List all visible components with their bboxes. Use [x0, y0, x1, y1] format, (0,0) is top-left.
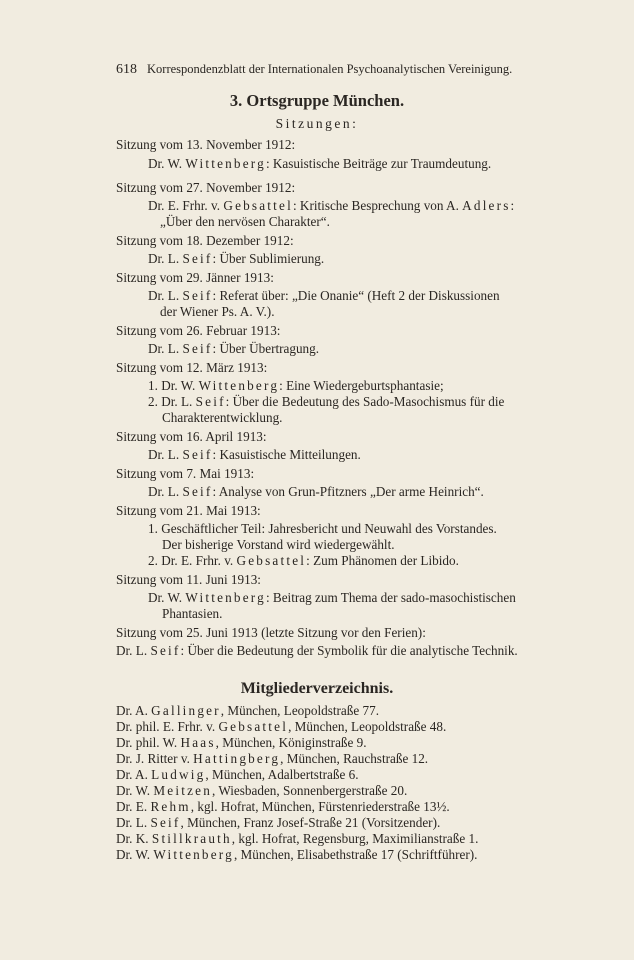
session-item-continued: Charakterentwicklung.: [162, 410, 283, 425]
session-date: Sitzung vom 11. Juni 1913:: [116, 572, 261, 587]
session-talk-continued: der Wiener Ps. A. V.).: [160, 304, 275, 319]
session-talk-continued: Phantasien.: [162, 606, 223, 621]
member-entry: Dr. K. Stillkrauth, kgl. Hofrat, Regensburg, Maximilianstraße 1.: [116, 831, 479, 846]
session-date: Sitzung vom 29. Jänner 1913:: [116, 270, 274, 285]
sessions-title: Sitzungen:: [275, 116, 359, 131]
session-talk: Dr. L. Seif: Über die Bedeutung der Symbolik für die analytische Technik.: [116, 643, 518, 658]
running-title: Korrespondenzblatt der Internationalen Psychoanalytischen Vereinigung.: [147, 62, 513, 76]
session-item: 1. Dr. W. Wittenberg: Eine Wiedergeburtsphantasie;: [148, 378, 444, 393]
session-date: Sitzung vom 21. Mai 1913:: [116, 503, 261, 518]
running-header: [116, 62, 512, 78]
member-entry: Dr. phil. W. Haas, München, Königinstraße 9.: [116, 735, 367, 750]
session-talk: Dr. W. Wittenberg: Beitrag zum Thema der sado-masochistischen: [148, 590, 516, 605]
section-title: 3. Ortsgruppe München.: [229, 91, 405, 110]
session-date: Sitzung vom 26. Februar 1913:: [116, 323, 281, 338]
member-entry: Dr. J. Ritter v. Hattingberg, München, Rauchstraße 12.: [116, 751, 429, 766]
member-entry: Dr. W. Wittenberg, München, Elisabethstraße 17 (Schriftführer).: [116, 847, 478, 862]
session-item-continued: Der bisherige Vorstand wird wiedergewählt.: [162, 537, 395, 552]
session-date: Sitzung vom 16. April 1913:: [116, 429, 267, 444]
session-item: 2. Dr. L. Seif: Über die Bedeutung des Sado-Masochismus für die: [148, 394, 505, 409]
member-entry: Dr. A. Gallinger, München, Leopoldstraße 77.: [116, 703, 379, 718]
member-entry: Dr. phil. E. Frhr. v. Gebsattel, München, Leopoldstraße 48.: [116, 719, 447, 734]
session-item: 2. Dr. E. Frhr. v. Gebsattel: Zum Phänomen der Libido.: [148, 553, 459, 568]
members-title: Mitgliederverzeichnis.: [240, 680, 394, 697]
session-date: Sitzung vom 13. November 1912:: [116, 137, 296, 152]
session-talk-continued: „Über den nervösen Charakter“.: [160, 214, 330, 229]
session-item: 1. Geschäftlicher Teil: Jahresbericht und Neuwahl des Vorstandes.: [148, 521, 497, 536]
member-entry: Dr. W. Meitzen, Wiesbaden, Sonnenbergerstraße 20.: [116, 783, 408, 798]
session-date: Sitzung vom 7. Mai 1913:: [116, 466, 255, 481]
session-date: Sitzung vom 18. Dezember 1912:: [116, 233, 294, 248]
session-date: Sitzung vom 27. November 1912:: [116, 180, 296, 195]
session-talk: Dr. L. Seif: Kasuistische Mitteilungen.: [148, 447, 361, 462]
session-talk: Dr. E. Frhr. v. Gebsattel: Kritische Besprechung von A. Adlers:: [148, 198, 515, 213]
session-talk: Dr. L. Seif: Über Übertragung.: [148, 341, 320, 356]
member-entry: Dr. E. Rehm, kgl. Hofrat, München, Fürstenriederstraße 13½.: [116, 799, 450, 814]
session-date: Sitzung vom 12. März 1913:: [116, 360, 268, 375]
member-entry: Dr. L. Seif, München, Franz Josef-Straße 21 (Vorsitzender).: [116, 815, 441, 830]
session-talk: Dr. L. Seif: Analyse von Grun-Pfitzners „Der arme Heinrich“.: [148, 484, 484, 499]
session-talk: Dr. L. Seif: Referat über: „Die Onanie“ (Heft 2 der Diskussionen: [148, 288, 500, 303]
session-talk: Dr. L. Seif: Über Sublimierung.: [148, 251, 325, 266]
session-talk: Dr. W. Wittenberg: Kasuistische Beiträge zur Traumdeutung.: [148, 156, 492, 171]
page-number: 618: [116, 62, 137, 77]
session-date: Sitzung vom 25. Juni 1913 (letzte Sitzung vor den Ferien):: [116, 625, 426, 640]
member-entry: Dr. A. Ludwig, München, Adalbertstraße 6.: [116, 767, 359, 782]
